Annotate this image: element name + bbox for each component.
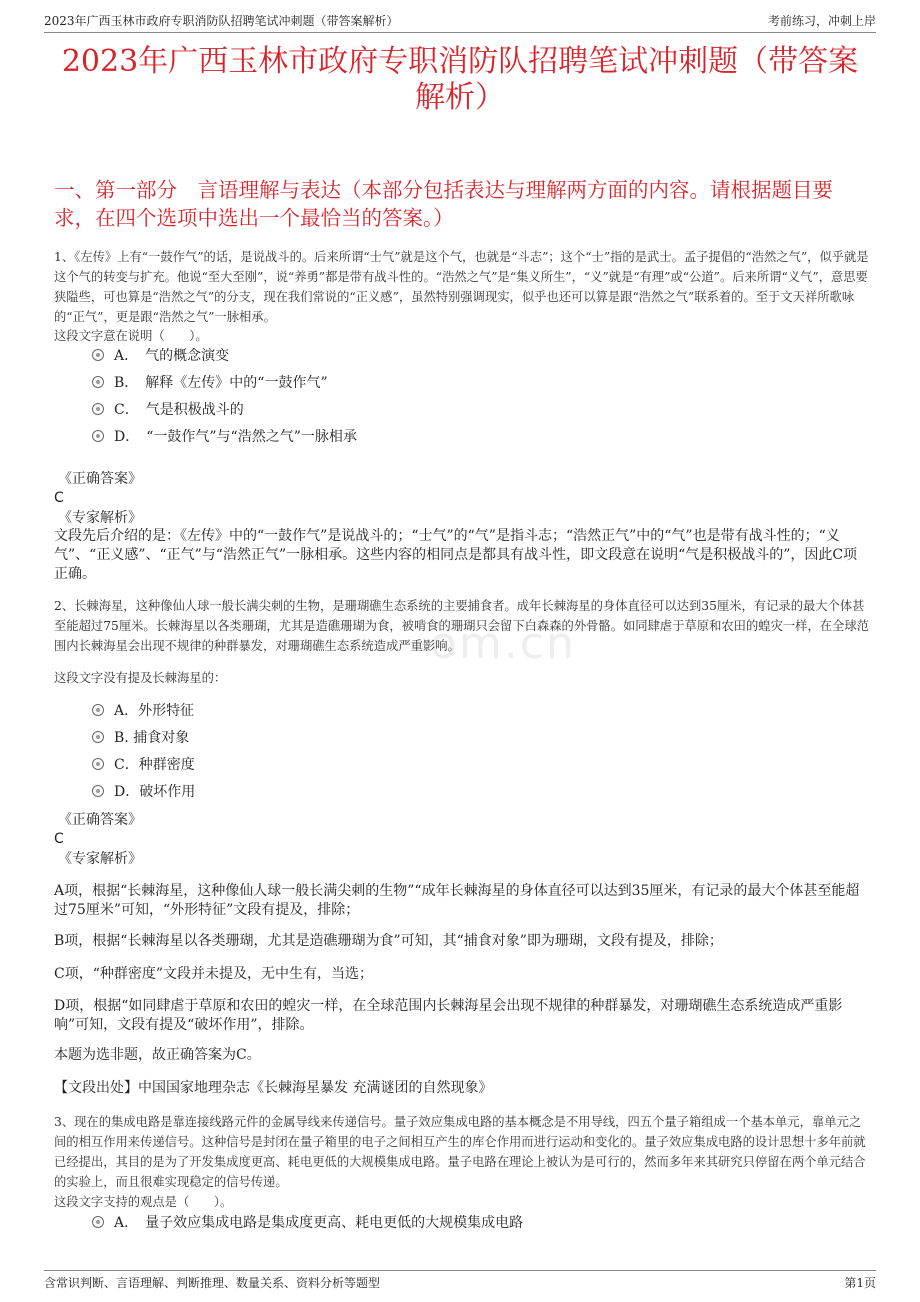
question-2-analysis-b: B项，根据“长棘海星以各类珊瑚，尤其是造礁珊瑚为食”可知，其“捕食对象”即为珊瑚，文段有提及，排除； [54,933,723,949]
section-title: 一、第一部分 言语理解与表达（本部分包括表达与理解两方面的内容。请根据题目要求，在四个选项中选出一个最恰当的答案。） [54,178,833,230]
question-2-text: 2、长棘海星，这种像仙人球一般长满尖刺的生物，是珊瑚礁生态系统的主要捕食者。成年长棘海星的身体直径可以达到35厘米，有记录的最大个体甚至能超过75厘米。长棘海星以各类珊瑚，尤其是造礁珊瑚为食，被啃食的珊瑚只会留下白森森的外骨骼。如同肆虐于草原和农田的蝗灾一样，在全球范围内长棘海星会出现不规律的种群暴发，对珊瑚礁生态系统造成严重影响。 [54,599,869,653]
question-2-option-d[interactable]: D．破坏作用 [92,782,195,802]
question-2-answer: C [54,831,64,847]
radio-icon[interactable] [92,704,104,716]
page-footer [44,1270,876,1291]
question-2-stem: 这段文字没有提及长棘海星的： [54,671,227,685]
question-2-conclusion: 本题为选非题，故正确答案为C。 [54,1047,261,1063]
radio-icon[interactable] [92,376,104,388]
question-2-option-b[interactable]: B. 捕食对象 [92,728,189,748]
footer-question-types: 含常识判断、言语理解、判断推理、数量关系、资料分析等题型 [44,1276,381,1290]
radio-icon[interactable] [92,1216,104,1228]
document-title: 2023年广西玉林市政府专职消防队招聘笔试冲刺题（带答案解析） [61,44,859,115]
question-1-stem: 这段文字意在说明（ ）。 [54,329,208,343]
page-number: 第1页 [844,1276,876,1290]
radio-icon[interactable] [92,430,104,442]
header-doc-title: 2023年广西玉林市政府专职消防队招聘笔试冲刺题（带答案解析） [44,14,399,28]
question-2-source: 【文段出处】中国国家地理杂志《长棘海星暴发 充满谜团的自然现象》 [54,1080,493,1096]
question-1-option-a[interactable]: A． 气的概念演变 [92,346,229,366]
header-slogan: 考前练习，冲刺上岸 [767,14,876,28]
question-2-analysis-d: D项，根据“如同肆虐于草原和农田的蝗灾一样，在全球范围内长棘海星会出现不规律的种群暴发，对珊瑚礁生态系统造成严重影响”可知，文段有提及“破坏作用”，排除。 [54,998,843,1033]
radio-icon[interactable] [92,403,104,415]
question-1-answer: C [54,490,64,506]
question-1-text: 1、《左传》上有“一鼓作气”的话，是说战斗的。后来所谓“士气”就是这个气，也就是“斗志”；这个“士”指的是武士。孟子提倡的“浩然之气”，似乎就是这个气的转变与扩充。他说“至大至刚”，说“养勇”都是带有战斗性的。“浩然之气”是“集义所生”，“义”就是“有理”或“公道”。后来所谓“义气”，意思要狭隘些，可也算是“浩然之气”的分支，现在我们常说的“正义感”，虽然特别强调现实，似乎也还可以算是跟“浩然之气”联系着的。至于文天祥所歌咏的“正气”，更是跟“浩然之气”一脉相承。 [54,250,869,324]
radio-icon[interactable] [92,349,104,361]
question-1-analysis: 文段先后介绍的是：《左传》中的“一鼓作气”是说战斗的；“士气”的“气”是指斗志；“浩然正气”中的“气”也是带有战斗性的；“义气”、“正义感”、“正气”与“浩然正气”一脉相承。这些内容的相同点是都具有战斗性，即文段意在说明“气是积极战斗的”，因此C项正确。 [54,528,858,582]
question-1-option-b[interactable]: B． 解释《左传》中的“一鼓作气” [92,373,328,393]
radio-icon[interactable] [92,785,104,797]
radio-icon[interactable] [92,731,104,743]
question-2-option-c[interactable]: C．种群密度 [92,755,195,775]
question-2-answer-label: 《正确答案》 [58,812,142,828]
question-2-option-a[interactable]: A．外形特征 [92,701,194,721]
question-3-option-a[interactable]: A． 量子效应集成电路是集成度更高、耗电更低的大规模集成电路 [92,1213,523,1233]
radio-icon[interactable] [92,758,104,770]
question-1-answer-label: 《正确答案》 [58,471,142,487]
page-header [44,11,876,33]
question-1-analysis-label: 《专家解析》 [58,510,142,526]
question-3-text: 3、现在的集成电路是靠连接线路元件的金属导线来传递信号。量子效应集成电路的基本概念是不用导线，四五个量子箱组成一个基本单元，靠单元之间的相互作用来传递信号。这种信号是封闭在量子箱里的电子之间相互产生的库仑作用而进行运动和变化的。量子效应集成电路的设计思想十多年前就已经提出，其目的是为了开发集成度更高、耗电更低的大规模集成电路。量子电路在理论上被认为是可行的，然而多年来其研究只停留在两个单元结合的实验上，而且很难实现稳定的信号传递。 [54,1115,866,1189]
question-1-option-d[interactable]: D． “一鼓作气”与“浩然之气”一脉相承 [92,427,357,447]
question-1-option-c[interactable]: C． 气是积极战斗的 [92,400,244,420]
question-2-analysis-c: C项，“种群密度”文段并未提及，无中生有，当选； [54,966,374,982]
question-2-analysis-label: 《专家解析》 [58,851,142,867]
question-3-stem: 这段文字支持的观点是（ ）。 [54,1195,233,1209]
watermark: om.cn [430,618,576,669]
question-2-analysis-a: A项，根据“长棘海星，这种像仙人球一般长满尖刺的生物”“成年长棘海星的身体直径可以达到35厘米，有记录的最大个体甚至能超过75厘米”可知，“外形特征”文段有提及，排除； [54,883,860,918]
